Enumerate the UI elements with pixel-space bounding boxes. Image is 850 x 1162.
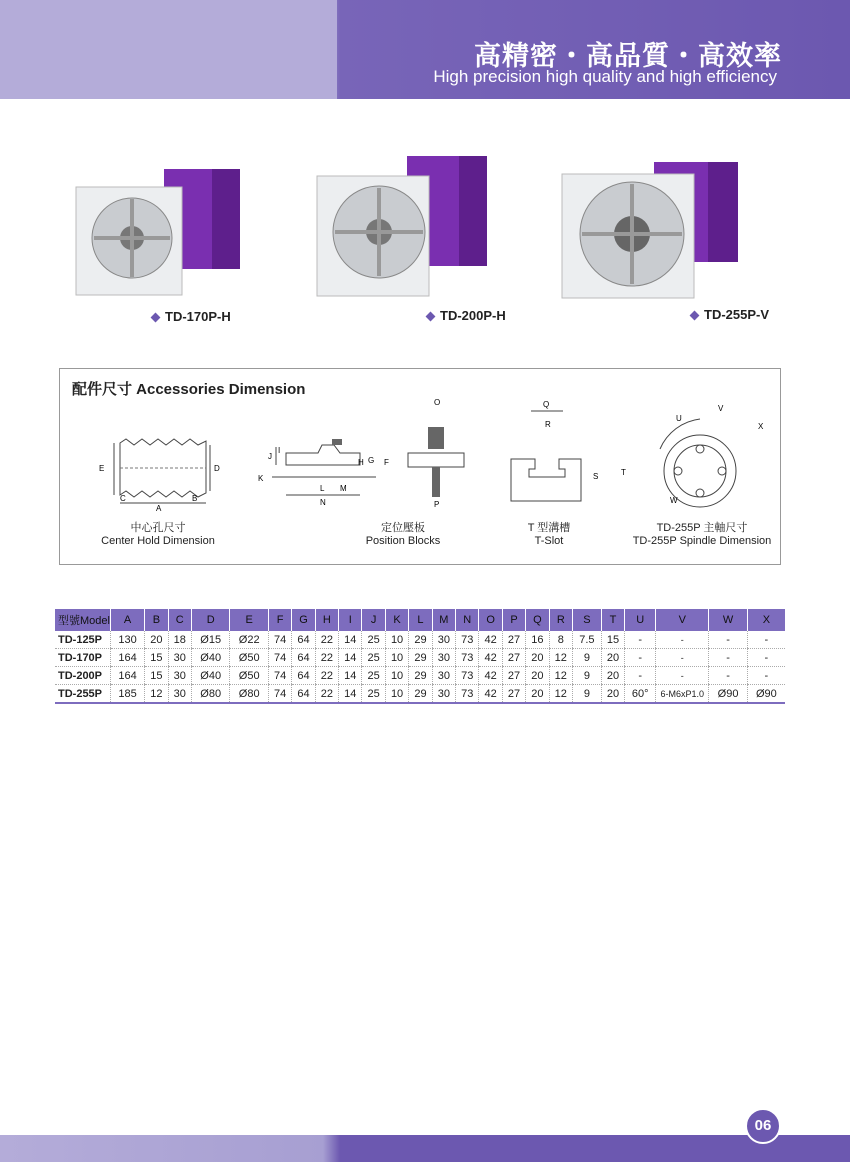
caption-center-hold (94, 522, 222, 548)
col-header: S (573, 609, 602, 631)
table-cell: 15 (601, 631, 624, 649)
diamond-bullet-icon (151, 313, 161, 323)
table-cell: 7.5 (573, 631, 602, 649)
table-cell: 30 (432, 649, 455, 667)
footer-band (0, 1135, 850, 1162)
col-header: K (385, 609, 408, 631)
model-cell: TD-255P (55, 685, 111, 704)
table-cell: 10 (385, 649, 408, 667)
caption-spindle-zh: TD-255P 主軸尺寸 (656, 522, 748, 534)
product-label-text: TD-170P-H (165, 309, 231, 324)
table-cell: - (747, 667, 785, 685)
product-label-td255p-v (691, 307, 769, 322)
caption-position-blocks-zh: 定位壓板 (381, 522, 425, 534)
col-header: M (432, 609, 455, 631)
table-cell: - (656, 631, 709, 649)
product-label-text: TD-255P-V (704, 307, 770, 322)
table-cell: Ø40 (191, 649, 229, 667)
model-cell: TD-125P (55, 631, 111, 649)
table-row (55, 631, 785, 649)
col-header: B (145, 609, 168, 631)
caption-center-hold-zh: 中心孔尺寸 (130, 522, 186, 534)
caption-position-blocks (328, 522, 478, 548)
table-cell: 20 (601, 667, 624, 685)
table-cell: 164 (111, 649, 145, 667)
table-cell: 30 (168, 649, 191, 667)
table-cell: 12 (549, 667, 572, 685)
table-cell: 42 (479, 667, 502, 685)
dim-letter-l: L (320, 484, 325, 493)
dim-letter-e: E (99, 464, 105, 473)
table-cell: - (625, 649, 656, 667)
table-row (55, 649, 785, 667)
table-cell: 22 (315, 685, 338, 704)
product-image-td200p-h (313, 152, 493, 302)
table-cell: 9 (573, 649, 602, 667)
table-cell: 74 (268, 685, 291, 704)
table-cell: Ø50 (230, 649, 268, 667)
table-cell: 15 (145, 649, 168, 667)
table-cell: - (625, 631, 656, 649)
col-header: V (656, 609, 709, 631)
table-cell: 10 (385, 667, 408, 685)
table-cell: 42 (479, 631, 502, 649)
dim-letter-c: C (120, 494, 126, 503)
table-cell: 27 (502, 685, 525, 704)
table-cell: 14 (339, 649, 362, 667)
product-image-td170p-h (72, 165, 252, 305)
table-cell: 74 (268, 631, 291, 649)
col-header: Q (526, 609, 549, 631)
dim-letter-b: B (192, 494, 198, 503)
table-cell: 29 (409, 631, 432, 649)
caption-spindle (618, 522, 786, 548)
table-cell: - (709, 649, 747, 667)
spec-table (55, 609, 785, 704)
table-cell: 29 (409, 685, 432, 704)
table-cell: 73 (456, 631, 479, 649)
col-header: J (362, 609, 385, 631)
table-cell: 20 (526, 685, 549, 704)
table-row (55, 685, 785, 704)
col-header: D (191, 609, 229, 631)
table-cell: 27 (502, 649, 525, 667)
table-cell: 30 (432, 631, 455, 649)
table-cell: 42 (479, 649, 502, 667)
dim-letter-d: D (214, 464, 220, 473)
table-cell: 60° (625, 685, 656, 704)
dim-letter-g: G (368, 456, 375, 465)
table-cell: 25 (362, 649, 385, 667)
table-cell: 30 (168, 685, 191, 704)
table-cell: - (709, 631, 747, 649)
table-cell: 15 (145, 667, 168, 685)
dim-letter-o: O (434, 398, 441, 407)
table-cell: 64 (292, 685, 315, 704)
table-cell: 73 (456, 685, 479, 704)
table-cell: 73 (456, 667, 479, 685)
col-header: U (625, 609, 656, 631)
table-cell: Ø22 (230, 631, 268, 649)
table-cell: 164 (111, 667, 145, 685)
table-cell: Ø50 (230, 667, 268, 685)
table-cell: 18 (168, 631, 191, 649)
table-cell: 14 (339, 631, 362, 649)
dim-letter-t: T (621, 468, 626, 477)
product-label-td200p-h (427, 308, 506, 323)
caption-t-slot-zh: T 型溝槽 (527, 522, 571, 534)
table-row (55, 667, 785, 685)
table-cell: 25 (362, 685, 385, 704)
table-cell: 25 (362, 667, 385, 685)
col-header: T (601, 609, 624, 631)
table-cell: 14 (339, 685, 362, 704)
dim-letter-k: K (258, 474, 264, 483)
table-cell: 29 (409, 649, 432, 667)
dim-letter-x: X (758, 422, 764, 431)
dim-letter-u: U (676, 414, 682, 423)
table-cell: 30 (432, 685, 455, 704)
table-cell: 12 (549, 685, 572, 704)
product-label-td170p-h (152, 309, 231, 324)
table-cell: - (747, 649, 785, 667)
table-cell: 22 (315, 649, 338, 667)
dim-letter-h: H (358, 458, 364, 467)
col-header: P (502, 609, 525, 631)
diamond-bullet-icon (690, 311, 700, 321)
table-cell: 20 (526, 649, 549, 667)
table-cell: 20 (526, 667, 549, 685)
table-cell: - (747, 631, 785, 649)
table-cell: 10 (385, 631, 408, 649)
caption-spindle-en: TD-255P Spindle Dimension (632, 535, 772, 547)
table-cell: 9 (573, 685, 602, 704)
dim-letter-f: F (384, 458, 389, 467)
center-hold-diagram (90, 431, 240, 511)
col-header: W (709, 609, 747, 631)
table-cell: 22 (315, 667, 338, 685)
header-title-en: High precision high quality and high efficiency (433, 67, 777, 86)
table-cell: 74 (268, 649, 291, 667)
table-cell: 8 (549, 631, 572, 649)
table-cell: 6-M6xP1.0 (656, 685, 709, 704)
col-header: F (268, 609, 291, 631)
col-header: E (230, 609, 268, 631)
col-header: A (111, 609, 145, 631)
table-cell: 64 (292, 649, 315, 667)
table-cell: 25 (362, 631, 385, 649)
table-cell: Ø40 (191, 667, 229, 685)
col-header: N (456, 609, 479, 631)
page-number: 06 (745, 1108, 781, 1144)
dim-letter-p: P (434, 500, 440, 509)
product-label-text: TD-200P-H (440, 308, 506, 323)
dim-letter-w: W (670, 496, 678, 505)
table-cell: - (709, 667, 747, 685)
dim-letter-a: A (156, 504, 162, 511)
dim-letter-i: I (278, 446, 281, 455)
accessories-dimension-box (59, 368, 781, 565)
col-header: R (549, 609, 572, 631)
table-cell: - (625, 667, 656, 685)
col-header: C (168, 609, 191, 631)
table-cell: 20 (601, 649, 624, 667)
accessories-title: 配件尺寸 Accessories Dimension (72, 381, 306, 398)
t-slot-diagram (505, 397, 635, 507)
table-cell: 9 (573, 667, 602, 685)
table-cell: 185 (111, 685, 145, 704)
table-cell: 30 (168, 667, 191, 685)
spec-table-header-row (55, 609, 785, 631)
table-cell: 22 (315, 631, 338, 649)
model-cell: TD-170P (55, 649, 111, 667)
dim-letter-r: R (545, 420, 551, 429)
table-cell: 64 (292, 667, 315, 685)
col-header: L (409, 609, 432, 631)
dim-letter-s: S (593, 472, 599, 481)
table-cell: 30 (432, 667, 455, 685)
product-image-td255p-v (558, 160, 748, 305)
caption-center-hold-en: Center Hold Dimension (101, 535, 215, 547)
model-cell: TD-200P (55, 667, 111, 685)
table-cell: 10 (385, 685, 408, 704)
caption-t-slot-en: T-Slot (534, 535, 564, 547)
col-header: H (315, 609, 338, 631)
table-cell: Ø90 (709, 685, 747, 704)
table-cell: 12 (549, 649, 572, 667)
table-cell: 20 (145, 631, 168, 649)
dim-letter-q: Q (543, 400, 550, 409)
table-cell: 12 (145, 685, 168, 704)
table-cell: 73 (456, 649, 479, 667)
col-header: O (479, 609, 502, 631)
col-header: 型號Model (55, 609, 111, 631)
dim-letter-m: M (340, 484, 347, 493)
table-cell: 20 (601, 685, 624, 704)
position-blocks-diagram (256, 395, 476, 515)
header-title-zh: 高精密・高品質・高效率 (474, 41, 782, 72)
table-cell: 14 (339, 667, 362, 685)
table-cell: - (656, 649, 709, 667)
table-cell: Ø15 (191, 631, 229, 649)
table-cell: 27 (502, 667, 525, 685)
col-header: I (339, 609, 362, 631)
col-header: X (747, 609, 785, 631)
table-cell: Ø80 (191, 685, 229, 704)
table-cell: 130 (111, 631, 145, 649)
caption-position-blocks-en: Position Blocks (365, 535, 441, 547)
table-cell: 42 (479, 685, 502, 704)
table-cell: - (656, 667, 709, 685)
dim-letter-v: V (718, 404, 724, 413)
col-header: G (292, 609, 315, 631)
header-light-block (0, 0, 337, 99)
header-band (0, 0, 850, 99)
table-cell: Ø90 (747, 685, 785, 704)
table-cell: 74 (268, 667, 291, 685)
caption-t-slot (504, 522, 594, 548)
dim-letter-n: N (320, 498, 326, 507)
table-cell: 64 (292, 631, 315, 649)
table-cell: 16 (526, 631, 549, 649)
table-cell: Ø80 (230, 685, 268, 704)
dim-letter-j: J (268, 452, 272, 461)
spindle-diagram (640, 399, 770, 517)
table-cell: 27 (502, 631, 525, 649)
diamond-bullet-icon (426, 312, 436, 322)
table-cell: 29 (409, 667, 432, 685)
